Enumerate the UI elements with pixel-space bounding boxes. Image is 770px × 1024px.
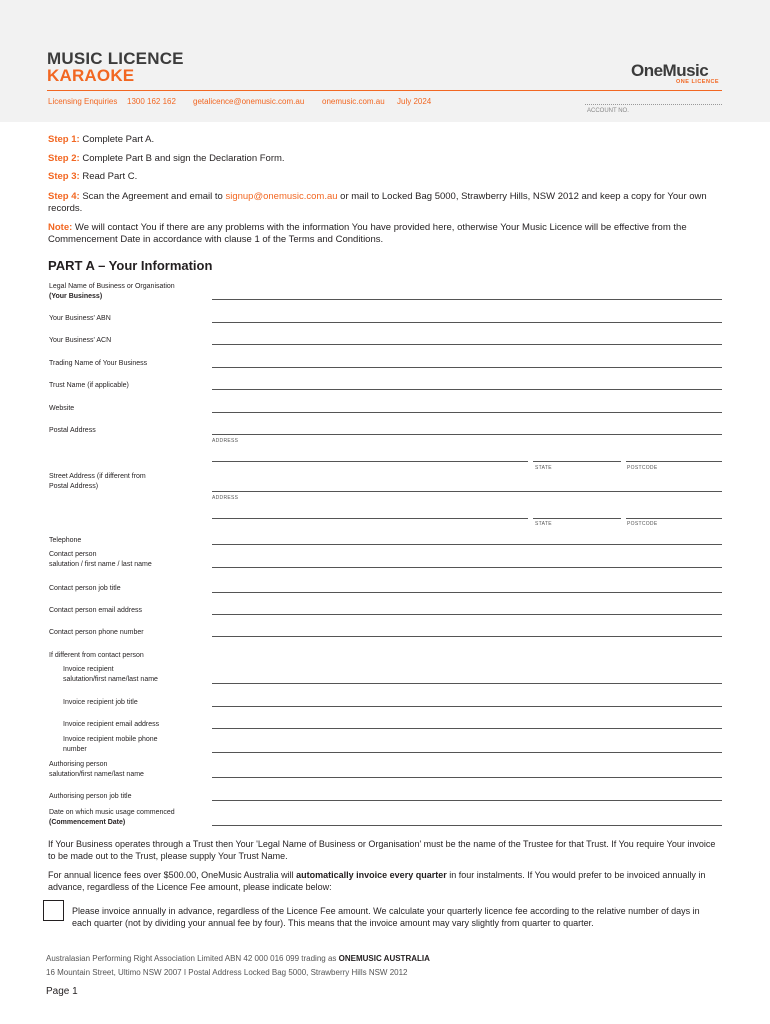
enquiries-email-link[interactable]: getalicence@onemusic.com.au [193,97,305,106]
step-1-text: Complete Part A. [79,134,155,145]
step-1 [48,134,154,146]
invoice-mobile-label [63,735,158,755]
commencement-date-field[interactable] [212,825,722,826]
postal-state-label: STATE [535,465,552,471]
legal-name-label [49,282,175,302]
postal-postcode-label: POSTCODE [627,465,658,471]
header-divider [47,90,722,91]
onemusic-logo: OneMusic [631,61,709,80]
step-3-text: Read Part C. [79,171,138,182]
contact-job-title-field[interactable] [212,592,722,593]
legal-name-label-2: (Your Business) [49,293,103,300]
step-2 [48,153,285,165]
if-different-label: If different from contact person [49,652,144,659]
street-state-label: STATE [535,521,552,527]
street-address-line2-field[interactable] [212,518,528,519]
postal-address-sublabel: ADDRESS [212,438,239,444]
invoice-job-title-label: Invoice recipient job title [63,699,138,706]
trust-paragraph: If Your Business operates through a Trust then Your 'Legal Name of Business or Organisation' must be the name of the Trustee for that Trust. If You require Your invoice to be made out to the Trust, please supply Your Trust Name. [48,839,716,861]
authorising-person-label [49,760,144,780]
trading-name-field[interactable] [212,367,722,368]
fee-paragraph-post: in four instalments. If You would prefer to be invoiced annually in advance, regardless of the Licence Fee amount, please indicate below: [48,870,706,892]
commencement-date-label-2: (Commencement Date) [49,819,126,826]
trading-name-label: Trading Name of Your Business [49,360,148,367]
telephone-field[interactable] [212,544,722,545]
postal-address-field[interactable] [212,434,722,435]
website-link[interactable]: onemusic.com.au [322,97,385,106]
street-postcode-label: POSTCODE [627,521,658,527]
authorising-person-label-2: salutation/first name/last name [49,771,144,778]
enquiries-label: Licensing Enquiries [48,97,118,106]
invoice-recipient-field[interactable] [212,683,722,684]
step-4-label: Step 4: [48,191,80,202]
contact-person-label-2: salutation / first name / last name [49,561,152,568]
commencement-date-label [49,808,175,828]
contact-job-title-label: Contact person job title [49,585,121,592]
footer-trading-name: ONEMUSIC AUSTRALIA [338,954,430,963]
postal-address-label: Postal Address [49,427,96,434]
annual-invoice-checkbox[interactable] [43,900,64,921]
contact-person-label [49,550,152,570]
contact-phone-label: Contact person phone number [49,629,144,636]
website-label: Website [49,405,75,412]
part-a-heading: PART A – Your Information [48,258,213,273]
page-number: Page 1 [46,986,78,997]
authorising-person-field[interactable] [212,777,722,778]
invoice-mobile-field[interactable] [212,752,722,753]
step-4-text-cont: or mail to Locked Bag 5000, Strawberry Hills, NSW 2012 and keep a copy for Your own records. [48,191,707,214]
postal-postcode-field[interactable] [626,461,722,462]
legal-name-label-1: Legal Name of Business or Organisation [49,283,175,290]
street-address-field[interactable] [212,491,722,492]
website-field[interactable] [212,412,722,413]
contact-email-field[interactable] [212,614,722,615]
step-4 [48,191,724,215]
footer-company [46,954,430,963]
signup-email-link[interactable]: signup@onemusic.com.au [225,191,338,202]
step-1-label: Step 1: [48,134,80,145]
step-2-label: Step 2: [48,153,80,164]
note-label: Note: [48,222,73,233]
legal-name-field[interactable] [212,299,722,300]
invoice-mobile-label-1: Invoice recipient mobile phone [63,736,158,743]
fee-paragraph-bold: automatically invoice every quarter [296,870,447,880]
note-text: We will contact You if there are any problems with the information You have provided here, otherwise Your Music Licence will be effective from the Commencement Date in accordance with clause 1 of the Terms and Conditions. [48,222,687,245]
postal-address-line2-field[interactable] [212,461,528,462]
authorising-person-label-1: Authorising person [49,761,108,768]
street-postcode-field[interactable] [626,518,722,519]
authorising-job-title-field[interactable] [212,800,722,801]
contact-phone-field[interactable] [212,636,722,637]
invoice-email-label: Invoice recipient email address [63,721,160,728]
fee-paragraph-pre: For annual licence fees over $500.00, OneMusic Australia will [48,870,297,880]
step-2-text: Complete Part B and sign the Declaration Form. [79,153,285,164]
invoice-recipient-label-2: salutation/first name/last name [63,676,158,683]
invoice-email-field[interactable] [212,728,722,729]
authorising-job-title-label: Authorising person job title [49,793,132,800]
invoice-recipient-label [63,665,158,685]
invoice-recipient-label-1: Invoice recipient [63,666,114,673]
street-address-label-2: Postal Address) [49,483,99,490]
note [48,222,724,246]
account-number-field[interactable] [585,104,722,105]
abn-field[interactable] [212,322,722,323]
footer-company-text: Australasian Performing Right Association Limited ABN 42 000 016 099 trading as [46,954,339,963]
invoice-job-title-field[interactable] [212,706,722,707]
contact-person-label-1: Contact person [49,551,97,558]
contact-email-label: Contact person email address [49,607,142,614]
step-3-label: Step 3: [48,171,80,182]
street-address-sublabel: ADDRESS [212,495,239,501]
contact-person-field[interactable] [212,567,722,568]
doc-title: MUSIC LICENCE [47,49,184,68]
doc-date: July 2024 [397,97,432,106]
acn-field[interactable] [212,344,722,345]
fee-paragraph [48,869,724,893]
trust-name-label: Trust Name (if applicable) [49,382,129,389]
abn-label: Your Business' ABN [49,315,111,322]
telephone-label: Telephone [49,537,82,544]
footer-address: 16 Mountain Street, Ultimo NSW 2007 I Postal Address Locked Bag 5000, Strawberry Hills NSW 2012 [46,968,408,977]
account-number-label: ACCOUNT NO. [587,108,629,114]
step-4-text: Scan the Agreement and email to [79,191,226,202]
commencement-date-label-1: Date on which music usage commenced [49,809,175,816]
postal-state-field[interactable] [533,461,621,462]
street-address-label-1: Street Address (if different from [49,473,146,480]
logo-tagline: ONE LICENCE [676,79,720,85]
invoice-mobile-label-2: number [63,746,87,753]
step-3 [48,171,137,183]
trust-name-field[interactable] [212,389,722,390]
enquiries-phone: 1300 162 162 [127,97,176,106]
acn-label: Your Business' ACN [49,337,112,344]
street-state-field[interactable] [533,518,621,519]
annual-invoice-checkbox-label: Please invoice annually in advance, regardless of the Licence Fee amount. We calculate your quarterly licence fee according to the relative number of days in each quarter (not by dividing your annual fee by four). This means that the invoice amount may vary slightly from quarter to quarter. [72,906,700,928]
street-address-label [49,472,146,492]
doc-subtitle: KARAOKE [47,66,135,85]
